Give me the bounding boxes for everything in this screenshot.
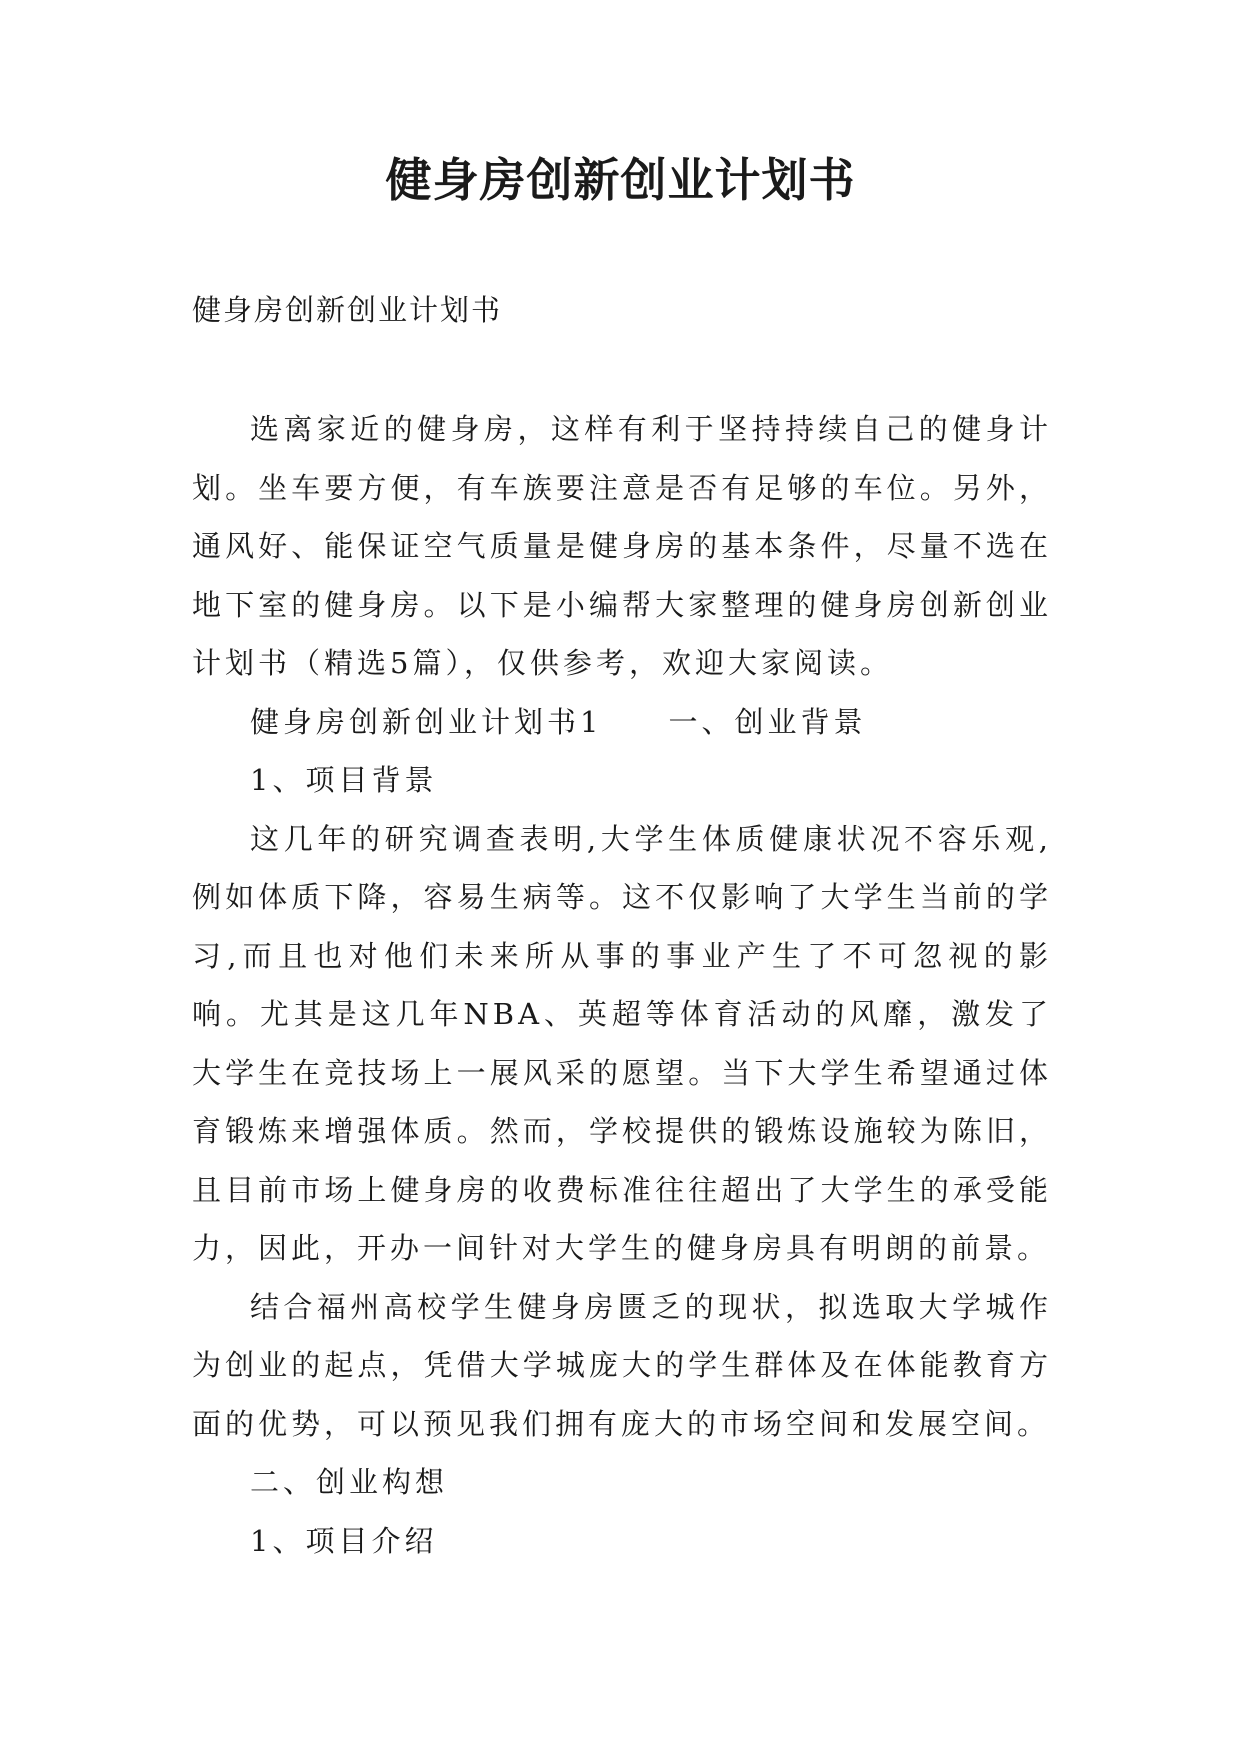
market-paragraph: 结合福州高校学生健身房匮乏的现状，拟选取大学城作为创业的起点，凭借大学城庞大的学生群体及在体能教育方面的优势，可以预见我们拥有庞大的市场空间和发展空间。 bbox=[192, 1289, 1052, 1441]
subheading-project-background: 1、项目背景 bbox=[250, 763, 438, 797]
section-heading-concept: 二、创业构想 bbox=[250, 1465, 449, 1499]
section-heading-plan-1: 健身房创新创业计划书1 一、创业背景 bbox=[250, 704, 867, 739]
document-body bbox=[192, 400, 1052, 1570]
document-subtitle: 健身房创新创业计划书 bbox=[192, 293, 503, 327]
background-paragraph: 这几年的研究调查表明,大学生体质健康状况不容乐观,例如体质下降，容易生病等。这不仅影响了大学生当前的学习,而且也对他们未来所从事的事业产生了不可忽视的影响。尤其是这几年NBA、英超等体育活动的风靡，激发了大学生在竞技场上一展风采的愿望。当下大学生希望通过体育锻炼来增强体质。然而，学校提供的锻炼设施较为陈旧，且目前市场上健身房的收费标准往往超出了大学生的承受能力，因此，开办一间针对大学生的健身房具有明朗的前景。 bbox=[192, 821, 1052, 1265]
intro-paragraph: 选离家近的健身房，这样有利于坚持持续自己的健身计划。坐车要方便，有车族要注意是否有足够的车位。另外，通风好、能保证空气质量是健身房的基本条件，尽量不选在地下室的健身房。以下是小编帮大家整理的健身房创新创业计划书（精选5篇），仅供参考，欢迎大家阅读。 bbox=[192, 412, 1052, 680]
subheading-project-intro: 1、项目介绍 bbox=[250, 1523, 438, 1558]
document-title: 健身房创新创业计划书 bbox=[385, 153, 856, 207]
